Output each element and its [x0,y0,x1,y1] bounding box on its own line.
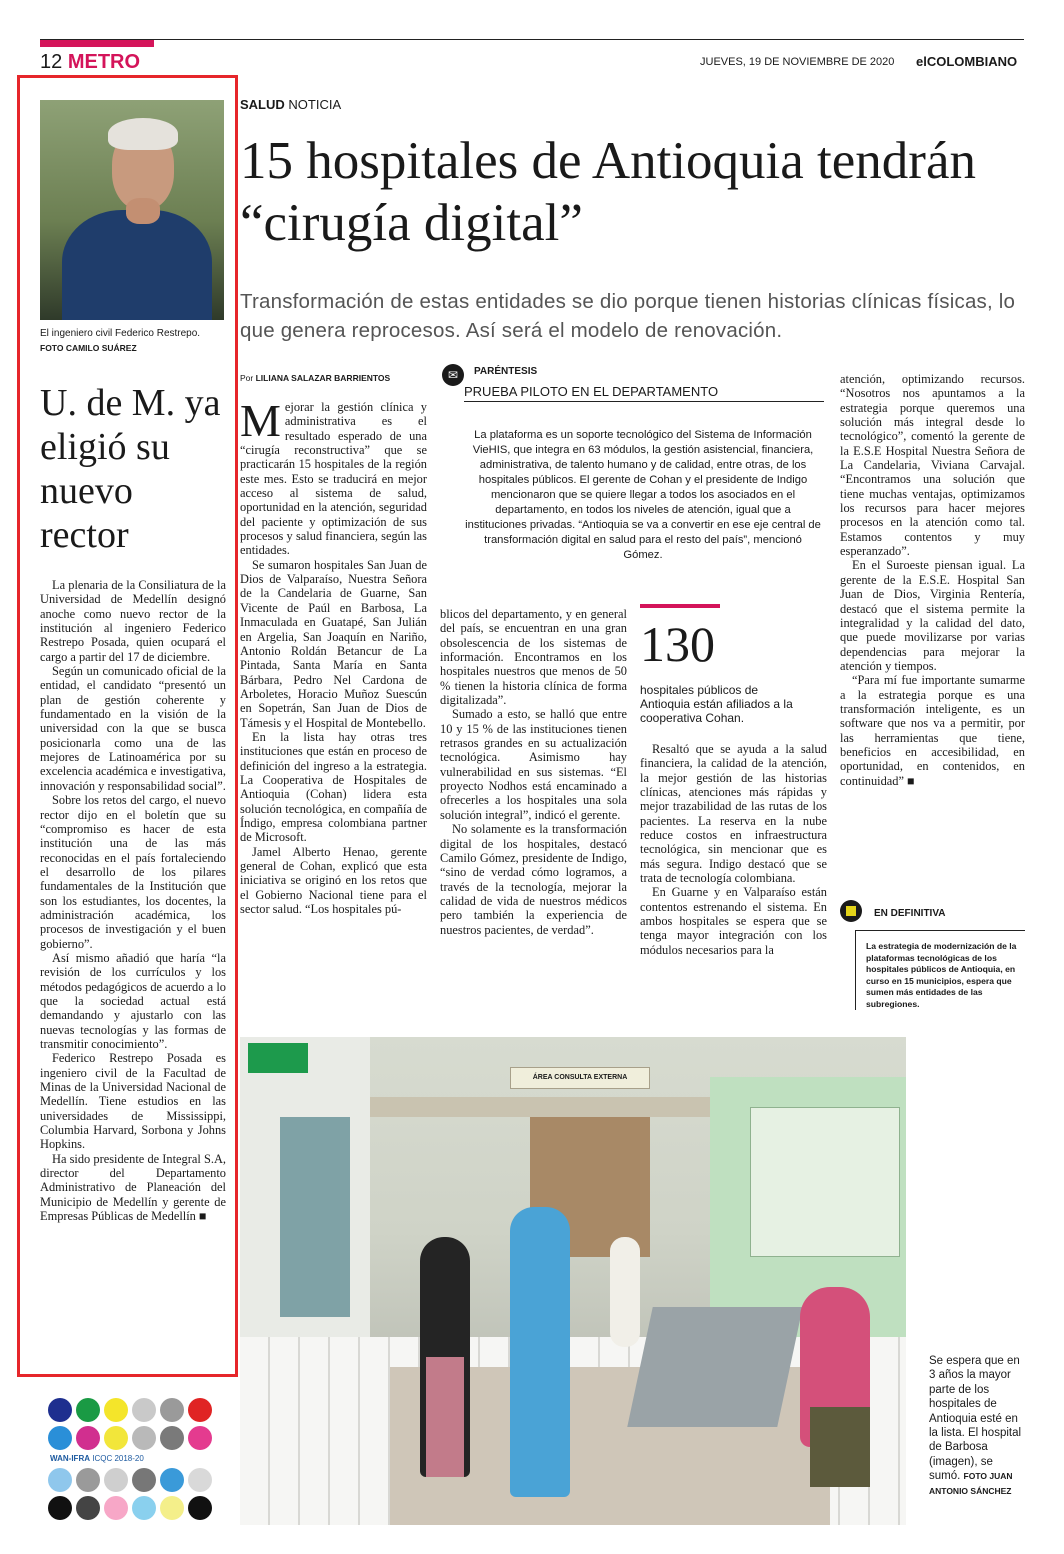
color-swatch [104,1426,128,1450]
kicker-section: SALUD [240,97,285,112]
color-swatch [48,1496,72,1520]
area-sign: ÁREA CONSULTA EXTERNA [510,1067,650,1089]
megaphone-icon: ✉ [442,364,464,386]
page-header [40,51,140,74]
body-paragraph: Se sumaron hospitales San Juan de Dios de Valparaíso, Nuestra Señora de la Candelaria de Guarne, San Vicente de Paúl en Barbosa, La Inmaculada en Guatapé, San Julián en Argelia, San Joaquín en Nariño, Antonio Roldán Betancur de La Pintada, Santa María en Santa Bárbara, Pedro Nel Cardona de Arboletes, Horacio Muñoz Suescún en Sopetrán, San Juan de Dios de Támesis y el Hospital de Montebello. [240,557,427,730]
body-paragraph: En el Suroeste piensan igual. La gerente de la E.S.E. Hospital San Juan de Dios, Virginia Rentería, destacó que el sistema permite la integralidad y la calidad del dato, que puede movilizarse por varias dependencias para mejorar la atención y tiempos. [840,558,1025,673]
color-swatch [160,1426,184,1450]
color-swatch [132,1496,156,1520]
color-swatch [48,1426,72,1450]
sidebar-paragraph: Según un comunicado oficial de la entidad, el candidato “presentó un plan de gestión coherente y fundamentado en la visión de la universidad con la que se busca posicionarla como una de las mejores de Latinoamérica por su excelencia académica e investigativa, innovación y responsabilidad social”. [40,664,226,793]
lead-text: ejorar la gestión clínica y administrativa es el resultado esperado de una “cirugía reconstructiva” que se practicarán 15 hospitales de la región este mes. Esto se traducirá en mejor acceso al sistema de salud, oportunidad en la atención, seguridad del paciente y optimización de sus procesos y salud financiera, según las entidades. [240,400,427,558]
waiting-bench [627,1307,803,1427]
color-row [48,1426,218,1450]
parentesis-body: La plataforma es un soporte tecnológico del Sistema de Información VieHIS, que integra en 63 módulos, la gestión asistencial, financiera, administrativa, de talento humano y de calidad, entre otras, de los hospitales públicos. El gerente de Cohan y el presidente de Indigo mencionaron que se quiere llegar a todos los asociados en el departamento, en todos los niveles de atención, igual que a instituciones privadas. “Antioquia se va a convertir en ese eje central de transformación digital en salud para el resto del país”, mencionó Gómez. [465,429,821,561]
kicker-type: NOTICIA [288,97,342,112]
person-figure [800,1287,870,1447]
portrait-caption-text: El ingeniero civil Federico Restrepo. [40,328,201,339]
body-paragraph: No solamente es la transformación digital de los hospitales, destacó Camilo Gómez, presidente de Indigo, “sino de verdad cómo logramos, a través de la tecnología, mejorar la calidad de vida de nuestros médicos pero también la experiencia de nuestros pacientes, de verdad”. [440,822,627,937]
portrait-credit: FOTO CAMILO SUÁREZ [40,343,137,353]
person-figure [420,1237,470,1477]
section-accent-bar [40,40,154,47]
article-kicker [240,97,341,112]
top-rule [40,39,1024,40]
color-swatch [160,1468,184,1492]
color-swatch [188,1398,212,1422]
wan-ifra-logo-text: WAN-IFRA [50,1454,90,1463]
sidebar-paragraph: La plenaria de la Consiliatura de la Universidad de Medellín designó anoche como nuevo rector de la institución al ingeniero Federico Restrepo Posada, quien ocupará el cargo a partir del 17 de diciembre. [40,578,226,664]
color-swatch [188,1496,212,1520]
portrait-photo [40,100,224,320]
hospital-corridor-photo [240,1037,906,1525]
section-name: METRO [67,51,141,73]
drop-cap: M [240,395,281,446]
article-column-1 [240,395,427,917]
byline [240,373,390,383]
byline-author: LILIANA SALAZAR BARRIENTOS [255,373,391,383]
color-swatch [160,1398,184,1422]
body-paragraph: atención, optimizando recursos. “Nosotros nos apuntamos a la estrategia porque queremos una solución más integral desde lo tecnológico”, comentó la gerente de la E.S.E Hospital Nuestra Señora de La Candelaria, Viviana Carvajal. “Encontramos una solución que tiene muchas ventajas, optimizamos los recursos para hacer mejores procesos en la atención como tal. Estamos contentos y muy esperanzado”. [840,372,1025,559]
color-swatch [104,1398,128,1422]
article-subhead: Transformación de estas entidades se dio porque tienen historias clínicas físicas, lo que genera reprocesos. Así será el modelo de renovación. [240,290,1016,342]
color-swatch [188,1426,212,1450]
parentesis-title: PRUEBA PILOTO EN EL DEPARTAMENTO [464,384,824,402]
page-number: 12 [40,51,63,73]
body-paragraph: “Para mí fue importante sumarme a la estrategia porque es una transformación inteligente, es un software que nos va a permitir, por las herramientas que tiene, beneficios en accesibilidad, en oportunidad, en contenidos, en continuidad” ■ [840,673,1025,788]
stat-description: hospitales públicos de Antioquia están afiliados a la cooperativa Cohan. [640,683,793,725]
body-paragraph: En Guarne y en Valparaíso están contentos estrenando el sistema. En ambos hospitales se espera que se tenga mayor integración con los módulos necesarios para la [640,885,827,957]
photo-caption [929,1354,1024,1498]
issue-date: JUEVES, 19 DE NOVIEMBRE DE 2020 [700,56,895,68]
body-paragraph: Jamel Alberto Henao, gerente general de Cohan, explicó que esta iniciativa se originó en los retos que el Gobierno Nacional tiene para el sector salud. “Los hospitales pú- [240,844,427,917]
color-swatch [48,1398,72,1422]
sidebar-headline: U. de M. ya eligió su nuevo rector [40,382,221,556]
stat-accent-bar [640,604,720,608]
byline-prefix: Por [240,373,254,383]
color-swatch [76,1468,100,1492]
color-swatch [48,1468,72,1492]
article-headline: 15 hospitales de Antioquia tendrán “cirugía digital” [240,132,976,252]
sidebar-paragraph: Ha sido presidente de Integral S.A, director del Departamento Administrativo de Planeación del Municipio de Medellín y gerente de Empresas Públicas de Medellín ■ [40,1151,226,1224]
color-swatch [160,1496,184,1520]
color-row [48,1398,218,1422]
body-paragraph: Sumado a esto, se halló que entre 10 y 15 % de las instituciones tienen retrasos grandes en su actualización tecnológica. Asimismo hay vulnerabilidad en sus sistemas. “El proyecto Nodhos está encaminado a ofrecerles a los hospitales una sola solución integral”, indicó el gerente. [440,707,627,822]
color-swatch [76,1398,100,1422]
sidebar-paragraph: Sobre los retos del cargo, el nuevo rector dijo en el boletín que su “compromiso es hacer de esta institución una de las más reconocidas en el país fortaleciendo el desarrollo de los pilares fundamentales de la Institución que son los estudiantes, los docentes, la administración académica, los procesos de investigación y el buen gobierno”. [40,793,226,951]
color-swatch [188,1468,212,1492]
definitiva-label: EN DEFINITIVA [874,908,946,919]
definitiva-summary: La estrategia de modernización de la plataformas tecnológicas de los hospitales públicos de Antioquia, en curso en 15 municipios, espera que sumen más entidades de las subregiones. [855,930,1025,1010]
wan-ifra-label [50,1454,218,1463]
body-paragraph: blicos del departamento, y en general del país, se encuentran en una gran obsolescencia de los sistemas de información. Encontramos en los hospitales nuestros que menos de 50 % tienen la historia clínica de forma digitalizada”. [440,607,627,708]
color-calibration-bar [48,1398,218,1524]
sidebar-paragraph: Así mismo añadió que haría “la revisión de los currículos y los métodos pedagógicos de acuerdo a lo que la sociedad actual está demandando y ajustarlo con las nuevas tecnologías y las formas de transmitir conocimiento”. [40,950,226,1051]
photo-credit: FOTO JUAN ANTONIO SÁNCHEZ [929,1471,1013,1496]
newspaper-brand: elCOLOMBIANO [916,54,1018,69]
sidebar-paragraph: Federico Restrepo Posada es ingeniero civil de la Facultad de Minas de la Universidad Nacional de Medellín. Tiene estudios en las universidades de Mississippi, Columbia Harvard, Sorbona y Johns Hopkins. [40,1051,226,1152]
color-swatch [104,1496,128,1520]
checker-icon [840,900,862,922]
color-swatch [104,1468,128,1492]
portrait-caption [40,327,226,356]
parentesis-label: PARÉNTESIS [474,366,538,377]
stat-number: 130 [640,616,715,672]
exit-sign-icon [248,1043,308,1073]
color-row [48,1468,218,1492]
body-paragraph: Resaltó que se ayuda a la salud financiera, la calidad de la atención, la mejor gestión de las historias clínicas, atenciones más rápidas y mejor trazabilidad de las rutas de los pacientes. La reserva en la nube reduce costos en infraestructura tecnológica, sin mencionar que es más segura. Indigo destacó que se trata de tecnología colombiana. [640,742,827,886]
color-swatch [132,1426,156,1450]
lead-paragraph [240,395,427,558]
color-row [48,1496,218,1520]
person-figure [510,1207,570,1497]
person-figure [610,1237,640,1347]
color-swatch [132,1398,156,1422]
icqc-label: ICQC 2018-20 [92,1454,144,1463]
color-swatch [76,1496,100,1520]
article-column-4 [840,372,1025,788]
photo-caption-text: Se espera que en 3 años la mayor parte de los hospitales de Antioquia esté en la lista. El hospital de Barbosa (imagen), se sumó. [929,1355,1022,1483]
body-paragraph: En la lista hay otras tres instituciones que están en proceso de definición del ingreso a la estrategia. La Cooperativa de Hospitales de Antioquia (Cohan) lidera esta solución tecnológica, en compañía de Índigo, empresa colombiana partner de Microsoft. [240,729,427,845]
color-swatch [76,1426,100,1450]
info-board [750,1107,900,1257]
color-swatch [132,1468,156,1492]
article-column-2 [440,607,627,937]
sidebar-article-body [40,578,226,1223]
article-column-3 [640,742,827,957]
